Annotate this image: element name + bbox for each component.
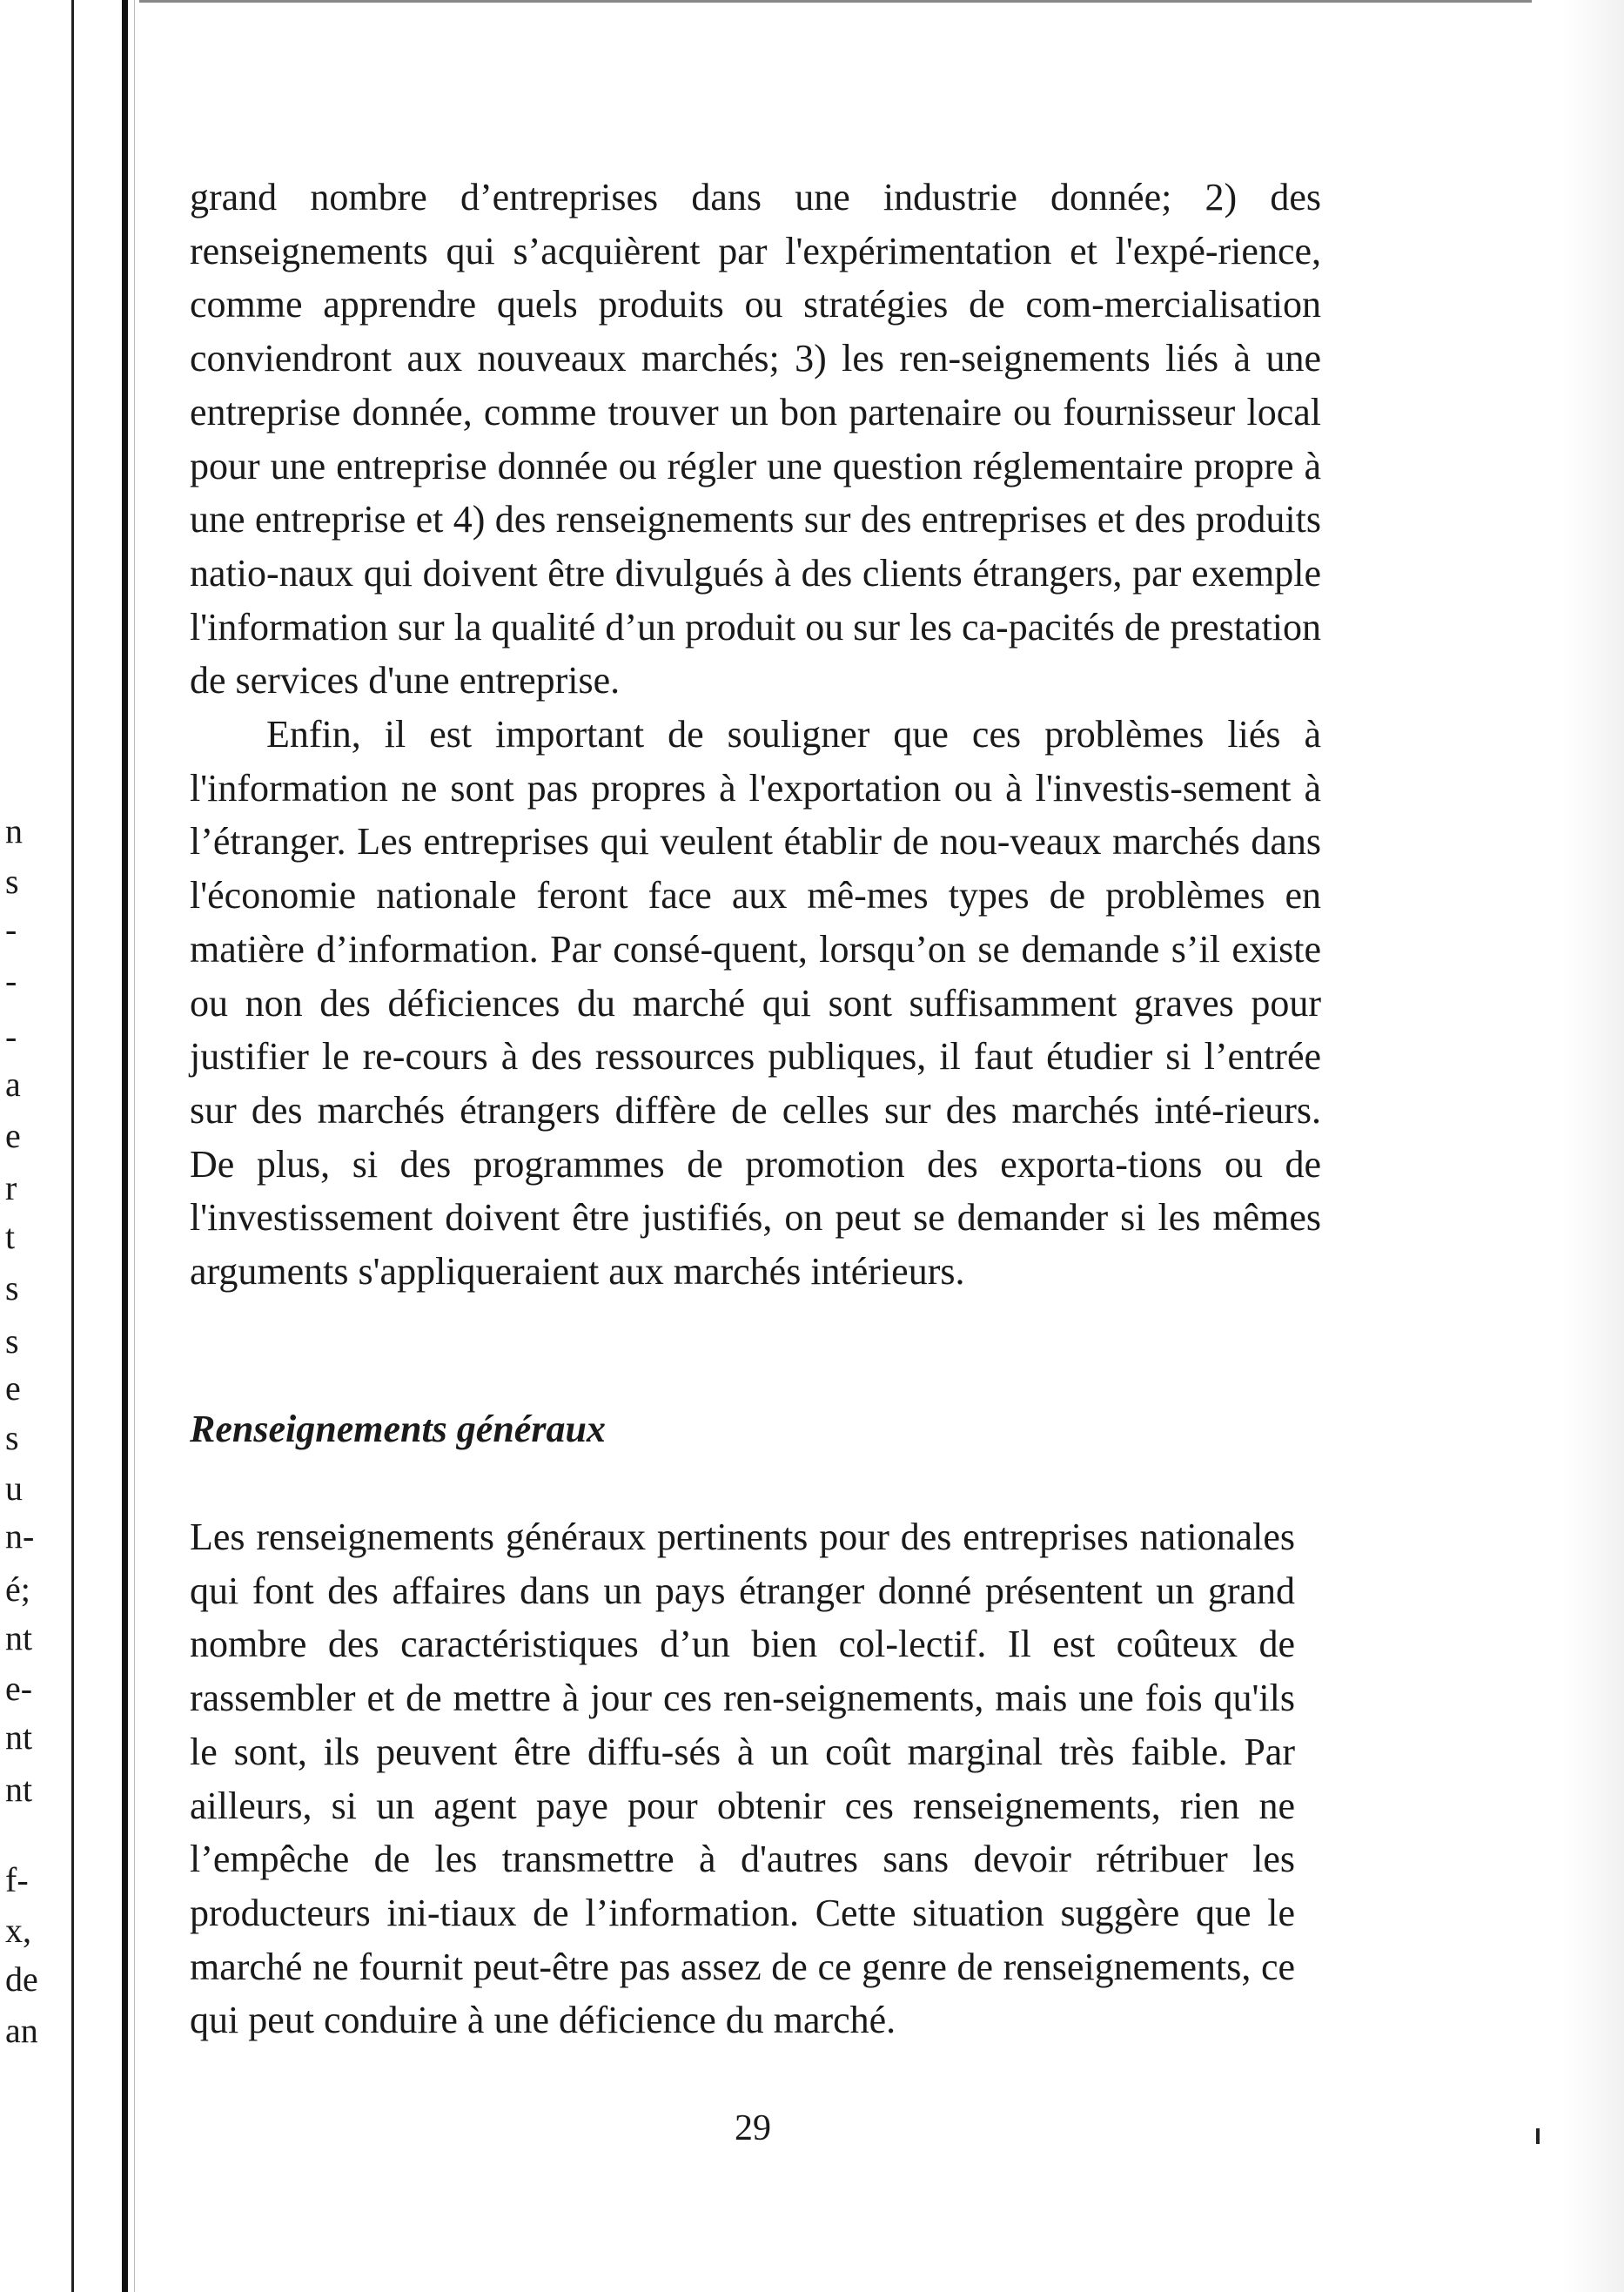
facing-fragment: de <box>5 1959 38 1999</box>
body-paragraph: grand nombre d’entreprises dans une industrie donnée; 2) des renseignements qui s’acquièrent par l'expérimentation et l'expé-rience, comme apprendre quels produits ou stratégies de com-mercialisation conviendront aux nouveaux marchés; 3) les ren-seignements liés à une entreprise donnée, comme trouver un bon partenaire ou fournisseur local pour une entreprise donnée ou régler une question réglementaire propre à une entreprise et 4) des renseignements sur des entreprises et des produits natio-naux qui doivent être divulgués à des clients étrangers, par exemple l'information sur la qualité d’un produit ou sur les ca-pacités de prestation de services d'une entreprise. <box>190 176 1321 702</box>
facing-fragment: e <box>5 1368 21 1408</box>
facing-fragment: u <box>5 1469 23 1508</box>
facing-fragment: an <box>5 2011 38 2050</box>
facing-fragment: n- <box>5 1516 35 1556</box>
scan-spine-binding <box>122 0 128 2292</box>
facing-fragment: n <box>5 811 23 850</box>
facing-fragment: e- <box>5 1669 33 1708</box>
facing-fragment: nt <box>5 1717 33 1757</box>
text-block-top <box>190 171 1321 1299</box>
facing-fragment: s <box>5 1418 19 1457</box>
scan-top-edge <box>139 0 1532 3</box>
facing-fragment: - <box>5 961 17 1000</box>
scan-right-mark <box>1536 2128 1540 2144</box>
facing-fragment: a <box>5 1065 21 1104</box>
scan-spine-shadow <box>134 0 135 2292</box>
facing-fragment: s <box>5 862 19 901</box>
facing-fragment: - <box>5 910 17 949</box>
scan-right-shadow <box>1563 0 1624 2292</box>
section-heading: Renseignements généraux <box>190 1408 606 1450</box>
facing-fragment: x, <box>5 1911 31 1950</box>
facing-fragment: f- <box>5 1860 29 1899</box>
body-paragraph: Enfin, il est important de souligner que ces problèmes liés à l'information ne sont pas propres à l'exportation ou à l'investis-sement à l’étranger. Les entreprises qui veulent établir de nou-veaux marchés dans l'économie nationale feront face aux mê-mes types de problèmes en matière d’information. Par consé-quent, lorsqu’on se demande s’il existe ou non des déficiences du marché qui sont suffisamment graves pour justifier le re-cours à des ressources publiques, il faut étudier si l’entrée sur des marchés étrangers diffère de celles sur des marchés inté-rieurs. De plus, si des programmes de promotion des exporta-tions ou de l'investissement doivent être justifiés, on peut se demander si les mêmes arguments s'appliqueraient aux marchés intérieurs. <box>190 713 1321 1294</box>
facing-fragment: e <box>5 1116 21 1155</box>
facing-fragment: r <box>5 1168 17 1207</box>
scan-spine-edge <box>71 0 74 2292</box>
facing-fragment: nt <box>5 1770 33 1809</box>
page-number: 29 <box>735 2108 771 2148</box>
facing-page-fragments <box>0 0 70 2292</box>
text-block-bottom <box>190 1510 1295 2047</box>
facing-fragment: - <box>5 1017 17 1056</box>
facing-fragment: t <box>5 1217 16 1256</box>
facing-fragment: s <box>5 1321 19 1361</box>
facing-fragment: s <box>5 1268 19 1307</box>
facing-fragment: é; <box>5 1569 30 1609</box>
body-paragraph: Les renseignements généraux pertinents pour des entreprises nationales qui font des affaires dans un pays étranger donné présentent un grand nombre des caractéristiques d’un bien col-lectif. Il est coûteux de rassembler et de mettre à jour ces ren-seignements, mais une fois qu'ils le sont, ils peuvent être diffu-sés à un coût marginal très faible. Par ailleurs, si un agent paye pour obtenir ces renseignements, rien ne l’empêche de les transmettre à d'autres sans devoir rétribuer les producteurs ini-tiaux de l’information. Cette situation suggère que le marché ne fournit peut-être pas assez de ce genre de renseignements, ce qui peut conduire à une déficience du marché. <box>190 1516 1295 2042</box>
facing-fragment: nt <box>5 1618 33 1657</box>
